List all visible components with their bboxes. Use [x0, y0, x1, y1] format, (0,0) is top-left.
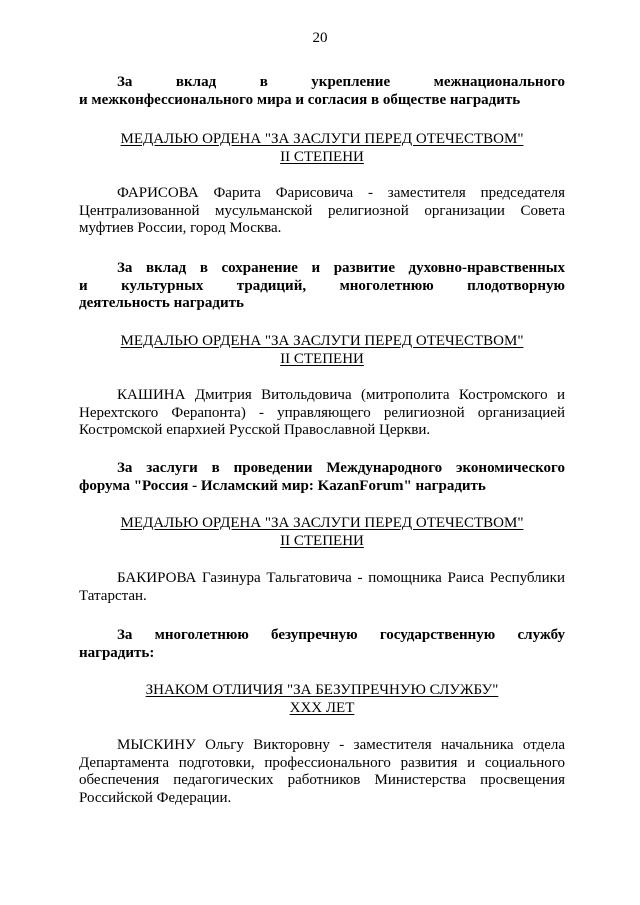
recipient-text: БАКИРОВА Газинура Тальгатовича - помощника Раиса Республики Татарстан.: [79, 570, 565, 604]
reason-line: деятельность наградить: [79, 295, 244, 311]
page-number: 20: [312, 30, 328, 46]
award-title-line: ЗНАКОМ ОТЛИЧИЯ "ЗА БЕЗУПРЕЧНУЮ СЛУЖБУ": [145, 682, 499, 698]
award-reason-4: [79, 627, 565, 662]
award-degree: XXX ЛЕТ: [289, 699, 355, 716]
recipient-1: [79, 185, 565, 238]
recipient-2: [79, 387, 565, 440]
reason-line: За многолетнюю безупречную государственную службу: [117, 627, 565, 643]
award-title-line: МЕДАЛЬЮ ОРДЕНА "ЗА ЗАСЛУГИ ПЕРЕД ОТЕЧЕСТВОМ": [120, 131, 524, 147]
reason-line: и межконфессионального мира и согласия в обществе наградить: [79, 91, 521, 108]
award-degree: II СТЕПЕНИ: [280, 350, 364, 367]
recipient-4: [79, 737, 565, 807]
award-title-4: [79, 682, 565, 717]
reason-line: За вклад в сохранение и развитие духовно-нравственных: [117, 260, 565, 276]
reason-line: За вклад в укрепление межнационального: [117, 74, 565, 90]
recipient-text: ФАРИСОВА Фарита Фарисовича - заместителя председателя Централизованной мусульманской религиозной организации Совета муфтиев России, город Москва.: [79, 185, 565, 236]
award-title-1: [79, 131, 565, 166]
award-title-2: [79, 333, 565, 368]
reason-line: За заслуги в проведении Международного экономического: [117, 460, 565, 476]
award-degree: II СТЕПЕНИ: [280, 532, 364, 549]
recipient-text: МЫСКИНУ Ольгу Викторовну - заместителя начальника отдела Департамента подготовки, профессионального развития и социального обеспечения педагогических работников Министерства просвещения Российской Федерации.: [79, 737, 565, 806]
award-reason-2: [79, 260, 565, 313]
reason-line: и культурных традиций, многолетнюю плодотворную: [79, 277, 565, 294]
award-reason-3: [79, 460, 565, 495]
recipient-3: [79, 570, 565, 605]
award-degree: II СТЕПЕНИ: [280, 148, 364, 165]
reason-line: форума "Россия - Исламский мир: KazanForum" наградить: [79, 477, 486, 494]
award-title-3: [79, 515, 565, 550]
award-title-line: МЕДАЛЬЮ ОРДЕНА "ЗА ЗАСЛУГИ ПЕРЕД ОТЕЧЕСТВОМ": [120, 515, 524, 531]
award-reason-1: [79, 74, 565, 109]
award-title-line: МЕДАЛЬЮ ОРДЕНА "ЗА ЗАСЛУГИ ПЕРЕД ОТЕЧЕСТВОМ": [120, 333, 524, 349]
recipient-text: КАШИНА Дмитрия Витольдовича (митрополита Костромского и Нерехтского Ферапонта) - управляющего религиозной организацией Костромской епархией Русской Православной Церкви.: [79, 387, 565, 438]
reason-line: наградить:: [79, 644, 155, 661]
